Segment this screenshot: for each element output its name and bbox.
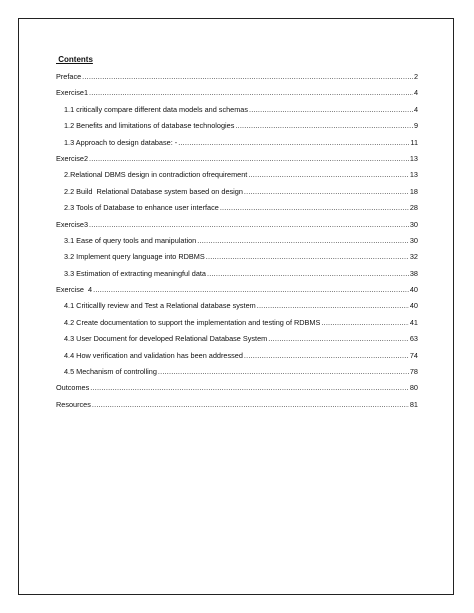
- toc-entry-page-number: 81: [409, 399, 418, 409]
- toc-entry-text: 1.3 Approach to design database: -: [64, 137, 178, 147]
- toc-entry-text: Preface: [56, 72, 82, 81]
- toc-entry[interactable]: [64, 367, 418, 383]
- toc-entry[interactable]: [56, 220, 418, 236]
- toc-entry[interactable]: [64, 170, 418, 186]
- toc-entry-page-number: 40: [409, 285, 418, 295]
- toc-dot-leader: [90, 383, 409, 392]
- toc-entry-page-number: 4: [413, 104, 418, 114]
- toc-entry-page-number: 28: [409, 203, 418, 213]
- toc-dot-leader: [197, 236, 409, 245]
- toc-entry-page-number: 40: [409, 301, 418, 311]
- toc-entry-page-number: 18: [409, 186, 418, 196]
- toc-entry-page-number: 30: [409, 219, 418, 229]
- toc-entry[interactable]: [56, 400, 418, 416]
- toc-entry-page-number: 74: [409, 350, 418, 360]
- toc-entry[interactable]: [56, 88, 418, 104]
- toc-entry-text: 2.3 Tools of Database to enhance user interface: [64, 203, 219, 213]
- toc-dot-leader: [207, 269, 409, 278]
- toc-dot-leader: [89, 88, 413, 97]
- toc-entry-text: 3.2 Implement query language into RDBMS: [64, 252, 205, 262]
- toc-entry[interactable]: [64, 138, 418, 154]
- toc-entry-text: 3.1 Ease of query tools and manipulation: [64, 235, 197, 245]
- toc-dot-leader: [244, 187, 409, 196]
- toc-dot-leader: [93, 285, 409, 294]
- toc-entry[interactable]: [56, 383, 418, 399]
- toc-entry-text: 4.2 Create documentation to support the implementation and testing of RDBMS: [64, 317, 321, 327]
- toc-entry-text: Exercise 4: [56, 285, 93, 295]
- toc-entry[interactable]: [64, 105, 418, 121]
- toc-entry[interactable]: [56, 154, 418, 170]
- toc-entry-text: 2.2 Build Relational Database system based on design: [64, 186, 243, 196]
- toc-entry-text: 4.3 User Document for developed Relational Database System: [64, 334, 268, 344]
- toc-dot-leader: [248, 170, 409, 179]
- toc-entry-page-number: 41: [409, 317, 418, 327]
- toc-entry-text: 2.Relational DBMS design in contradiction ofrequirement: [64, 170, 248, 180]
- toc-entry-text: 4.1 Criticallly review and Test a Relational database system: [64, 301, 256, 311]
- toc-entry-page-number: 30: [409, 235, 418, 245]
- toc-entry-page-number: 38: [409, 268, 418, 278]
- toc-dot-leader: [178, 138, 409, 147]
- toc-entry[interactable]: [64, 121, 418, 137]
- toc-dot-leader: [89, 154, 409, 163]
- toc-entry-text: 3.3 Estimation of extracting meaningful data: [64, 268, 206, 278]
- toc-dot-leader: [257, 301, 409, 310]
- toc-dot-leader: [235, 121, 413, 130]
- toc-entry-page-number: 80: [409, 383, 418, 393]
- toc-dot-leader: [89, 220, 409, 229]
- toc-dot-leader: [321, 318, 409, 327]
- toc-dot-leader: [92, 400, 409, 409]
- toc-entry-text: Exercise1: [56, 88, 89, 98]
- toc-entry-text: 4.4 How verification and validation has been addressed: [64, 350, 243, 360]
- toc-entry-text: 1.1 critically compare different data models and schemas: [64, 104, 249, 114]
- toc-entry-page-number: 63: [409, 334, 418, 344]
- toc-entry[interactable]: [64, 334, 418, 350]
- toc-entry[interactable]: [56, 72, 418, 88]
- toc-entry-page-number: 4: [413, 88, 418, 98]
- toc-entry-page-number: 78: [409, 367, 418, 377]
- toc-dot-leader: [244, 351, 409, 360]
- toc-entry[interactable]: [64, 252, 418, 268]
- toc-dot-leader: [206, 252, 409, 261]
- toc-entry[interactable]: [64, 318, 418, 334]
- table-of-contents: [56, 72, 418, 416]
- toc-entry-text: 4.5 Mechanism of controlling: [64, 367, 157, 377]
- toc-entry-text: Resources: [56, 399, 91, 409]
- toc-entry[interactable]: [56, 285, 418, 301]
- toc-title: Contents: [56, 55, 93, 64]
- toc-entry[interactable]: [64, 187, 418, 203]
- toc-entry[interactable]: [64, 351, 418, 367]
- toc-entry-text: Exercise2: [56, 153, 89, 163]
- toc-entry-page-number: 32: [409, 252, 418, 262]
- toc-entry-page-number: 9: [413, 121, 418, 131]
- toc-entry-text: 1.2 Benefits and limitations of database technologies: [64, 121, 235, 131]
- toc-entry-text: Outcomes: [56, 383, 90, 393]
- toc-entry[interactable]: [64, 301, 418, 317]
- toc-entry[interactable]: [64, 269, 418, 285]
- toc-entry-page-number: 11: [410, 137, 418, 147]
- toc-entry-text: Exercise3: [56, 219, 89, 229]
- toc-entry[interactable]: [64, 236, 418, 252]
- toc-dot-leader: [82, 72, 413, 81]
- toc-entry-page-number: 13: [409, 153, 418, 163]
- toc-dot-leader: [249, 105, 413, 114]
- toc-entry-page-number: 2: [413, 72, 418, 81]
- toc-dot-leader: [268, 334, 409, 343]
- toc-entry[interactable]: [64, 203, 418, 219]
- toc-dot-leader: [220, 203, 409, 212]
- toc-entry-page-number: 13: [409, 170, 418, 180]
- toc-dot-leader: [158, 367, 409, 376]
